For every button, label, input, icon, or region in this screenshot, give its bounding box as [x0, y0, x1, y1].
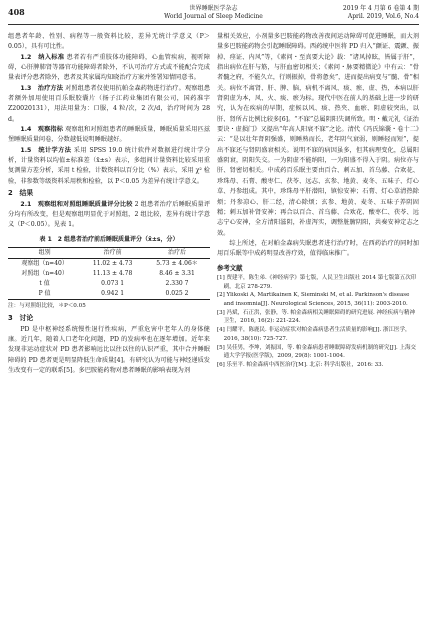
paragraph-baseline: 组患者年龄、性别、病程等一般资料比较，差异无统计学意义（P＞0.05），具有可比性。	[8, 33, 210, 51]
table-row	[8, 258, 210, 269]
reference-item: [6] 乐至平. 帕金森病中西医治疗[M]. 北京: 科学出版社，2016: 33.	[217, 361, 384, 368]
text-1-4: 观察组和对照组患者的睡眠质量，睡眠质量采用匹兹堡睡眠质量问卷，分数越低说明睡眠越好。	[8, 126, 211, 144]
section-1-4	[8, 125, 210, 146]
paragraph-conclusion: 综上所述，在对帕金森病失眠患者进行治疗时，在西药治疗的同时加用百乐眠等中成药明显改善疗效，值得临床推广。	[217, 239, 419, 258]
table-cell: 观察组（n=40）	[21, 260, 68, 268]
journal-title-cn: 世界睡眠医学杂志	[189, 5, 238, 12]
heading-results: 2 结果	[8, 189, 34, 198]
section-2-1	[8, 200, 210, 231]
heading-discussion: 3 讨论	[8, 314, 34, 323]
table-cell: 8.46 ± 3.31	[159, 270, 195, 278]
section-1-2	[8, 53, 210, 84]
table-row	[8, 269, 210, 279]
column-header: 组别	[38, 249, 51, 257]
paragraph-discussion: PD 是中枢神经系统慢性退行性疾病，严重危害中老年人的身体健康。近几年，随着人口老年化问题，PD 的发病率也在逐年增加。近年来发现非运动症状对 PD 患者影响远比以往以往的认识严重，其中合并睡眠障碍的 PD 患者更是明显降低生命质量[4]。有研究认为可能与神经递质发生改变有一定的联系[5]。多巴胺能药物对患者睡眠的影响表现为剂	[8, 325, 210, 374]
table-cell: 5.73 ± 4.06＊	[156, 260, 198, 268]
reference-item: [5] 吴佳男，李坤，刘振国，等. 帕金森病患者睡眠障碍发病机制的研究[J]. 上海交通大学学报(医学版)，2009, 29(8): 1001-1004.	[217, 344, 417, 360]
section-1-5	[8, 146, 210, 187]
issue-info-en: April. 2019, Vol.6, No.4	[347, 13, 419, 20]
issue-info-cn: 2019 年 4 月第 6 卷第 4 期	[342, 5, 419, 12]
table-header-row	[8, 247, 210, 258]
table-cell: t 值	[39, 280, 50, 288]
text-1-2: 患者若有严重肢体功能障碍，心血管疾病，视听障碍，心肝脾肺肾等器官功能障碍者除外，不认可治疗方式或不能配合完成量表评分患者除外，患者及其家属均知晓治疗方案并签署知情同意书。	[8, 53, 211, 82]
table-note: 注：与对照组比较，＊P＜0.05	[8, 302, 86, 309]
column-header: 治疗后	[167, 249, 186, 257]
column-header: 治疗前	[103, 249, 122, 257]
table-cell: 对照组（n=40）	[21, 270, 68, 278]
references-heading: 参考文献	[217, 263, 243, 272]
table-cell: 2.330 7	[165, 280, 189, 288]
table-cell: P 值	[38, 290, 51, 298]
table-title: 表 1 2 组患者治疗前后睡眠质量评分（x̄±s，分）	[39, 235, 179, 243]
heading-1-5: 1.5 统计学方法	[20, 146, 72, 154]
heading-1-3: 1.3 治疗方法	[20, 84, 63, 92]
table-row	[8, 289, 210, 300]
paragraph-tcm: 量相关效应，小剂量多巴胺能药物改善夜间运动障碍可促进睡眠，而大剂量多巴胺能药物会引起睡眠障碍。西药统中医将 PD 归入“颤证、震颤、振掉、痉证、内风”等，《素问・至真要大论》载：“诸风掉眩，皆属于肝”，指出病位在肝与筋，与肝血密切相关；《素问・脉要精微论》中有云：“骨者髓之府，不能久立，行则振掉，骨将惫矣”，进而提出病变与“髓、骨”相关。病位不离肾、肝、脾、脑，病机不离风、痰、瘀、虚、热，本病以肝肾阴虚为本，风、火、痰、瘀为标。现代中医在前人的基础上进一步的研究，认为在疾病的早期，症候以风、痰、热夹、血瘀、阴虚较突出，以肝、肾所占比例比较多[6]。“不寐”总属阴阳失调所致。明・戴元礼《证治要诀・虚损门》又提出“年高人阳衰不寐”之论。清代《冯氏锦囊・卷十二》云：“是以壮年肾阴强盛，则睡熟而长，老年阴气衰弱，则睡轻而短”，提出不寐还与肾阴盛衰相关。说明不寐的病因虽多，但其病理变化，总属阳盛阴衰，阴阳失交。一为阴虚不能纳阳，一为阳盛不得入于阴。病位亦与肝、肾密切相关。中成药百乐眠主要由百合、刺五加、首乌藤、合欢花、珍珠母、石膏、酸枣仁、茯苓、远志、玄参、地黄、麦冬、五味子、灯心草、丹参组成。其中，珍珠母平肝潜阳，镇惊安神；石膏、灯心草清热除烦；丹参凉心、肝二经，清心除烦；玄参、地黄、麦冬、五味子养阴固精；刺五加补肾安神；再合以百合、首乌藤、合欢花、酸枣仁、茯苓、远志宁心安神，全方清阳滋阴，补虚泻实，调整脏腑阴阳，共奏安神定志之效。	[217, 33, 419, 237]
table-cell: 11.02 ± 4.73	[92, 260, 133, 268]
table-cell: 11.13 ± 4.78	[92, 270, 133, 278]
heading-2-1: 2.1 观察组和对照组睡眠质量评分比较	[20, 200, 133, 208]
journal-title-en: World Journal of Sleep Medicine	[164, 13, 263, 20]
table-row	[8, 279, 210, 289]
table-cell: 0.942 1	[101, 290, 125, 298]
left-column	[8, 32, 210, 376]
sleep-score-table	[8, 247, 210, 300]
reference-item: [3] 冯斌，石正洪，张静，等. 帕金森病相关睡眠障碍的研究进展. 神经疾病与精神卫生，2016, 16(2): 221-224.	[217, 309, 416, 325]
reference-item: [2] Ylikoski A, Martikainen K, Sieminski M, et al. Parkinson's disease and insomnia[J]. Neurological Sciences, 2015, 36(11): 2003-2010.	[217, 292, 410, 308]
section-1-3	[8, 84, 210, 125]
text-1-3: 对照组患者仅使用抗帕金森药物进行治疗。观察组患者额外加用使用百乐眠胶囊片（扬子江药业集团有限公司，国药准字Z20020131），用法用量为：口服，4 粒/次，2 次/d，治疗时间为 28 d。	[8, 84, 211, 123]
heading-1-4: 1.4 观察指标	[20, 126, 63, 134]
right-column	[217, 32, 419, 370]
reference-item: [4] 闫耀平，陈鹿民. 非运动症状对帕金森病患者生活质量的影响[J]. 浙江医学，2016, 38(10): 725-727.	[217, 327, 411, 342]
table-cell: 0.073 1	[101, 280, 125, 288]
text-1-5: 采用 SPSS 19.0 统计软件对数据进行统计学分析，计量资料以均值±标准差（x̄±s）表示，多组间计量资料比较采用重复测量方差分析，采用 t 检验，计数资料以百分比（%）表示，采用 χ² 检验，非参数等级资料采用秩和检验，以 P＜0.05 为差异有统计学意义。	[8, 146, 211, 185]
reference-item: [1] 贾建平，陈生弟.《神经病学》第七版，人民卫生出版社 2014 第七版第五次印刷，北京 278-279.	[217, 274, 417, 290]
text-2-1: 2 组患者治疗后睡眠质量评分均有所改变，但是观察组明显优于对照组，2 组比较，差异有统计学意义（P＜0.05）。见表 1。	[8, 200, 211, 229]
issue-info	[343, 5, 419, 21]
page-number: 408	[8, 7, 25, 17]
table-cell: 0.025 2	[165, 290, 189, 298]
heading-1-2: 1.2 纳入标准	[20, 53, 65, 61]
reference-list	[217, 274, 419, 370]
page-header	[8, 4, 419, 25]
